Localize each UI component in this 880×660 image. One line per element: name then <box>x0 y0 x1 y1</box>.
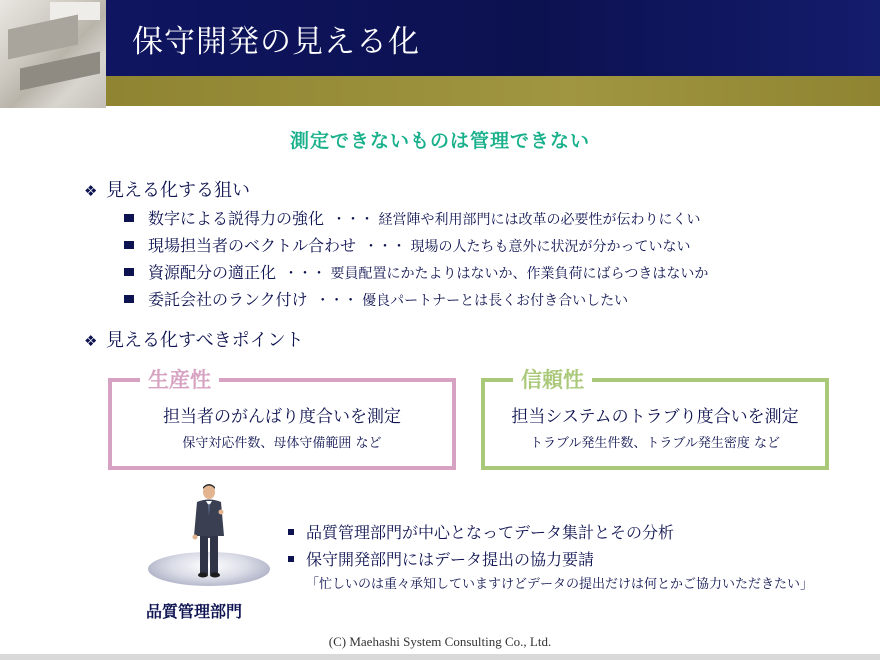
department-point <box>288 520 674 543</box>
gold-band <box>106 76 880 106</box>
list-item-note: ・・・ 要員配置にかたよりはないか、作業負荷にばらつきはないか <box>284 266 709 282</box>
square-bullet-icon <box>124 295 134 303</box>
title-bar <box>106 0 880 76</box>
department-point-text: 保守開発部門にはデータ提出の協力要請 <box>306 550 595 569</box>
section-heading-label: 見える化すべきポイント <box>106 330 304 351</box>
reliability-title: 信頼性 <box>513 364 592 394</box>
list-item-main: 委託会社のランク付け <box>148 290 308 309</box>
square-bullet-icon <box>288 529 294 535</box>
list-item <box>124 206 700 229</box>
square-bullet-icon <box>124 268 134 276</box>
department-point-text: 品質管理部門が中心となってデータ集計とその分析 <box>306 523 675 542</box>
section-heading-aims <box>84 176 250 202</box>
department-point <box>288 547 594 570</box>
businessman-icon <box>187 484 231 580</box>
reliability-box <box>481 368 829 470</box>
list-item-note: ・・・ 経営陣や利用部門には改革の必要性が伝わりにくい <box>332 212 701 228</box>
list-item-note: ・・・ 優良パートナーとは長くお付き合いしたい <box>315 293 629 309</box>
diamond-bullet-icon: ❖ <box>84 182 98 200</box>
slide-title: 保守開発の見える化 <box>132 24 420 60</box>
list-item <box>124 287 628 310</box>
square-bullet-icon <box>124 214 134 222</box>
list-item-note: ・・・ 現場の人たちも意外に状況が分かっていない <box>364 239 691 255</box>
reliability-sub: トラブル発生件数、トラブル発生密度 など <box>529 436 781 451</box>
list-item-main: 数字による説得力の強化 <box>148 209 325 228</box>
department-quote: 「忙しいのは重々承知していますけどデータの提出だけは何とかご協力いただきたい」 <box>306 577 814 592</box>
list-item-main: 資源配分の適正化 <box>148 263 277 282</box>
productivity-sub: 保守対応件数、母体守備範囲 など <box>182 436 382 451</box>
header-photo <box>0 0 106 108</box>
bottom-strip <box>0 654 880 660</box>
motto: 測定できないものは管理できない <box>289 130 590 152</box>
productivity-title: 生産性 <box>140 364 219 394</box>
reliability-main: 担当システムのトラブり度合いを測定 <box>511 407 799 427</box>
productivity-main: 担当者のがんばり度合いを測定 <box>163 407 401 427</box>
section-heading-points <box>84 326 304 352</box>
section-heading-label: 見える化する狙い <box>106 180 250 201</box>
diamond-bullet-icon: ❖ <box>84 332 98 350</box>
list-item <box>124 260 708 283</box>
department-label: 品質管理部門 <box>146 602 243 621</box>
copyright: (C) Maehashi System Consulting Co., Ltd. <box>328 634 552 649</box>
productivity-box <box>108 368 456 470</box>
square-bullet-icon <box>124 241 134 249</box>
list-item-main: 現場担当者のベクトル合わせ <box>148 236 357 255</box>
square-bullet-icon <box>288 556 294 562</box>
list-item <box>124 233 690 256</box>
